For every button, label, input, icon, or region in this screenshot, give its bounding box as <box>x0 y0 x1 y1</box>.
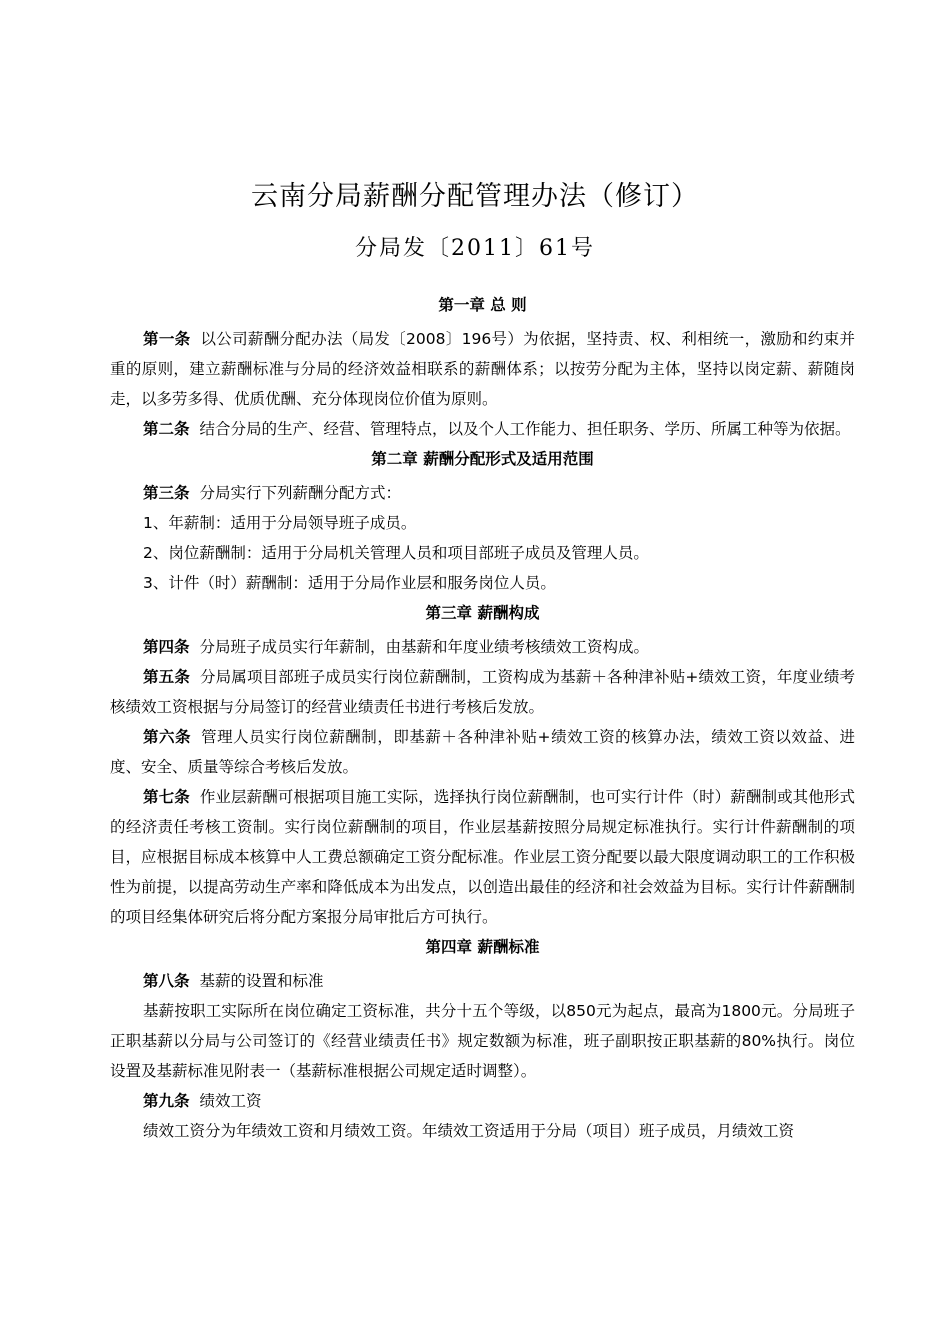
chapter-heading: 第二章 薪酬分配形式及适用范围 <box>371 450 594 468</box>
list-item: 3、计件（时）薪酬制：适用于分局作业层和服务岗位人员。 <box>143 574 556 592</box>
article-text: 以公司薪酬分配办法（局发〔2008〕196号）为依据，坚持责、权、利相统一，激励和约束并重的原则，建立薪酬标准与分局的经济效益相联系的薪酬体系；以按劳分配为主体，坚持以岗定薪、薪随岗走，以多劳多得、优质优酬、充分体现岗位价值为原则。 <box>110 330 855 408</box>
article-label: 第五条 <box>143 668 190 686</box>
article-label: 第七条 <box>143 788 190 806</box>
article-text: 分局实行下列薪酬分配方式： <box>199 484 402 502</box>
article-paragraph <box>110 414 855 444</box>
article-paragraph <box>110 722 855 782</box>
article-paragraph <box>110 478 855 508</box>
chapter-heading: 第三章 薪酬构成 <box>425 604 540 622</box>
article-text: 基薪的设置和标准 <box>199 972 324 990</box>
article-paragraph <box>110 662 855 722</box>
article-text: 管理人员实行岗位薪酬制，即基薪＋各种津补贴+绩效工资的核算办法，绩效工资以效益、进度、安全、质量等综合考核后发放。 <box>110 728 855 776</box>
article-label: 第一条 <box>143 330 191 348</box>
article-label: 第六条 <box>143 728 192 746</box>
article-label: 第四条 <box>143 638 190 656</box>
article-paragraph <box>110 324 855 414</box>
article-text: 作业层薪酬可根据项目施工实际，选择执行岗位薪酬制，也可实行计件（时）薪酬制或其他形式的经济责任考核工资制。实行岗位薪酬制的项目，作业层基薪按照分局规定标准执行。实行计件薪酬制的项目，应根据目标成本核算中人工费总额确定工资分配标准。作业层工资分配要以最大限度调动职工的工作积极性为前提，以提高劳动生产率和降低成本为出发点，以创造出最佳的经济和社会效益为目标。实行计件薪酬制的项目经集体研究后将分配方案报分局审批后方可执行。 <box>110 788 855 926</box>
list-item: 2、岗位薪酬制：适用于分局机关管理人员和项目部班子成员及管理人员。 <box>143 544 649 562</box>
body-paragraph: 基薪按职工实际所在岗位确定工资标准，共分十五个等级，以850元为起点，最高为1800元。分局班子正职基薪以分局与公司签订的《经营业绩责任书》规定数额为标准，班子副职按正职基薪的80%执行。岗位设置及基薪标准见附表一（基薪标准根据公司规定适时调整）。 <box>110 1002 855 1080</box>
article-label: 第九条 <box>143 1092 190 1110</box>
document-number: 分局发〔2011〕61号 <box>355 236 595 261</box>
article-text: 绩效工资 <box>199 1092 262 1110</box>
article-label: 第二条 <box>143 420 190 438</box>
document-body <box>110 290 855 1146</box>
article-text: 分局班子成员实行年薪制，由基薪和年度业绩考核绩效工资构成。 <box>199 638 650 656</box>
chapter-heading: 第一章 总 则 <box>438 296 527 314</box>
body-paragraph: 绩效工资分为年绩效工资和月绩效工资。年绩效工资适用于分局（项目）班子成员，月绩效工资 <box>143 1122 795 1140</box>
list-item: 1、年薪制：适用于分局领导班子成员。 <box>143 514 417 532</box>
article-label: 第三条 <box>143 484 190 502</box>
article-text: 分局属项目部班子成员实行岗位薪酬制，工资构成为基薪＋各种津补贴+绩效工资，年度业绩考核绩效工资根据与分局签订的经营业绩责任书进行考核后发放。 <box>110 668 855 716</box>
document-title: 云南分局薪酬分配管理办法（修订） <box>251 181 699 212</box>
article-text: 结合分局的生产、经营、管理特点，以及个人工作能力、担任职务、学历、所属工种等为依据。 <box>199 420 851 438</box>
article-paragraph <box>110 1086 855 1116</box>
article-paragraph <box>110 632 855 662</box>
article-label: 第八条 <box>143 972 190 990</box>
chapter-heading: 第四章 薪酬标准 <box>425 938 540 956</box>
article-paragraph <box>110 782 855 932</box>
article-paragraph <box>110 966 855 996</box>
